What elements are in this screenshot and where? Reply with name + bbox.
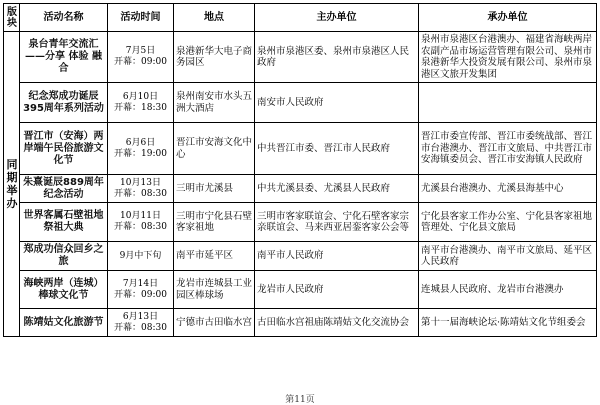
activity-time: 10月11日 开幕：08:30	[108, 203, 174, 242]
page-number: 第11页	[285, 395, 315, 405]
header-organizer: 承办单位	[419, 4, 597, 32]
activity-time: 6月10日 开幕：18:30	[108, 83, 174, 123]
activity-place: 宁德市古田临水宫	[174, 309, 255, 337]
activity-host: 南安市人民政府	[255, 83, 419, 123]
activity-place: 龙岩市连城县工业园区棒球场	[174, 271, 255, 309]
activity-host: 龙岩市人民政府	[255, 271, 419, 309]
activity-name: 朱熹诞辰889周年纪念活动	[20, 175, 108, 203]
activity-organizer: 晋江市委宣传部、晋江市委统战部、晋江市台港澳办、晋江市文旅局、中共晋江市安海镇委员会、晋江市安海镇人民政府	[419, 123, 597, 175]
activity-name: 泉台青年交流汇——分享 体验 融合	[20, 32, 108, 83]
activity-time: 6月6日 开幕：19:00	[108, 123, 174, 175]
activity-name: 海峡两岸（连城）棒球文化节	[20, 271, 108, 309]
activity-organizer: 连城县人民政府、龙岩市台港澳办	[419, 271, 597, 309]
activity-host: 南平市人民政府	[255, 242, 419, 271]
activity-time: 7月14日 开幕：09:00	[108, 271, 174, 309]
table-row	[4, 271, 597, 309]
activity-name: 纪念郑成功诞辰395周年系列活动	[20, 83, 108, 123]
activity-time: 10月13日 开幕：08:30	[108, 175, 174, 203]
header-row	[4, 4, 597, 32]
table-row	[4, 123, 597, 175]
activity-time: 7月5日 开幕：09:00	[108, 32, 174, 83]
header-time: 活动时间	[108, 4, 174, 32]
header-name: 活动名称	[20, 4, 108, 32]
table-row	[4, 309, 597, 337]
activity-organizer: 第十一届海峡论坛·陈靖姑文化节组委会	[419, 309, 597, 337]
activity-organizer: 宁化县客家工作办公室、宁化县客家祖地管理处、宁化县文旅局	[419, 203, 597, 242]
table-row	[4, 175, 597, 203]
activity-place: 晋江市安海文化中心	[174, 123, 255, 175]
activity-name: 世界客属石壁祖地祭祖大典	[20, 203, 108, 242]
activity-time: 6月13日 开幕：08:30	[108, 309, 174, 337]
header-host: 主办单位	[255, 4, 419, 32]
activity-host: 三明市客家联谊会、宁化石壁客家宗亲联谊会、马来西亚居銮客家公会等	[255, 203, 419, 242]
activity-host: 泉州市泉港区委、泉州市泉港区人民政府	[255, 32, 419, 83]
activity-time: 9月中下旬	[108, 242, 174, 271]
activity-place: 三明市宁化县石壁客家祖地	[174, 203, 255, 242]
activity-place: 泉港新华大电子商务园区	[174, 32, 255, 83]
activity-place: 南平市延平区	[174, 242, 255, 271]
activity-name: 陈靖姑文化旅游节	[20, 309, 108, 337]
activity-host: 中共晋江市委、晋江市人民政府	[255, 123, 419, 175]
header-place: 地点	[174, 4, 255, 32]
section-cell: 同期举办	[4, 32, 20, 337]
schedule-table	[3, 3, 597, 337]
table-row	[4, 203, 597, 242]
activity-organizer: 尤溪县台港澳办、尤溪县海基中心	[419, 175, 597, 203]
activity-place: 三明市尤溪县	[174, 175, 255, 203]
activity-name: 晋江市（安海）两岸端午民俗旅游文化节	[20, 123, 108, 175]
activity-organizer: 南平市台港澳办、南平市文旅局、延平区人民政府	[419, 242, 597, 271]
activity-host: 古田临水宫祖庙陈靖姑文化交流协会	[255, 309, 419, 337]
activity-place: 泉州南安市水头五洲大酒店	[174, 83, 255, 123]
activity-organizer	[419, 83, 597, 123]
table-row	[4, 242, 597, 271]
activity-name: 郑成功信众回乡之旅	[20, 242, 108, 271]
activity-organizer: 泉州市泉港区台港澳办、福建省海峡两岸农副产品市场运营管理有限公司、泉州市泉港新华大投资发展有限公司、泉州市泉港区文旅开发集团	[419, 32, 597, 83]
header-section: 版块	[4, 4, 20, 32]
activity-host: 中共尤溪县委、尤溪县人民政府	[255, 175, 419, 203]
table-row	[4, 83, 597, 123]
table-row	[4, 32, 597, 83]
